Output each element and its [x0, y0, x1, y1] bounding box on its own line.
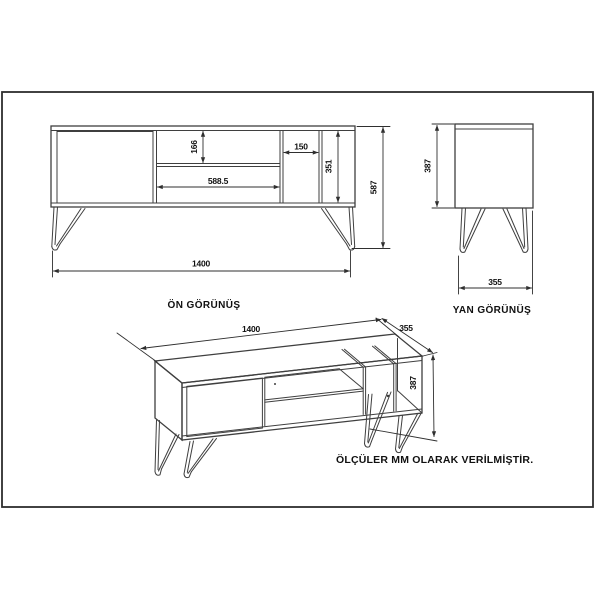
- front-right-leg: [322, 207, 355, 250]
- side-view: [423, 124, 534, 316]
- side-view-label: YAN GÖRÜNÜŞ: [452, 305, 532, 316]
- dim-front-shelf-width: 588.5: [207, 176, 229, 186]
- dim-front-opening-height: 166: [189, 140, 199, 154]
- dim-iso-depth: 355: [399, 323, 413, 333]
- dim-front-total-height: 587: [368, 180, 379, 195]
- dim-side-body-height: 387: [422, 159, 433, 173]
- cam-hole-dot: [274, 383, 276, 385]
- dim-side-depth: 355: [488, 277, 502, 287]
- front-door-panel: [57, 132, 153, 204]
- side-right-leg: [503, 208, 528, 252]
- iso-front-right-leg: [396, 414, 422, 453]
- units-note: ÖLÇÜLER MM OLARAK VERİLMİŞTİR.: [336, 454, 534, 466]
- front-view-label: ÖN GÖRÜNÜŞ: [167, 300, 241, 311]
- side-left-leg: [460, 208, 485, 252]
- front-view: [51, 126, 390, 311]
- dim-front-width: 1400: [191, 258, 211, 269]
- dim-iso-body-height: 387: [408, 376, 418, 390]
- dim-front-inner-height: 351: [323, 159, 334, 174]
- dim-front-cubby-width: 150: [294, 141, 308, 152]
- drawing-frame: [2, 92, 593, 507]
- iso-front-left-leg: [184, 438, 217, 477]
- dim-iso-width: 1400: [241, 324, 261, 334]
- front-left-leg: [52, 207, 85, 250]
